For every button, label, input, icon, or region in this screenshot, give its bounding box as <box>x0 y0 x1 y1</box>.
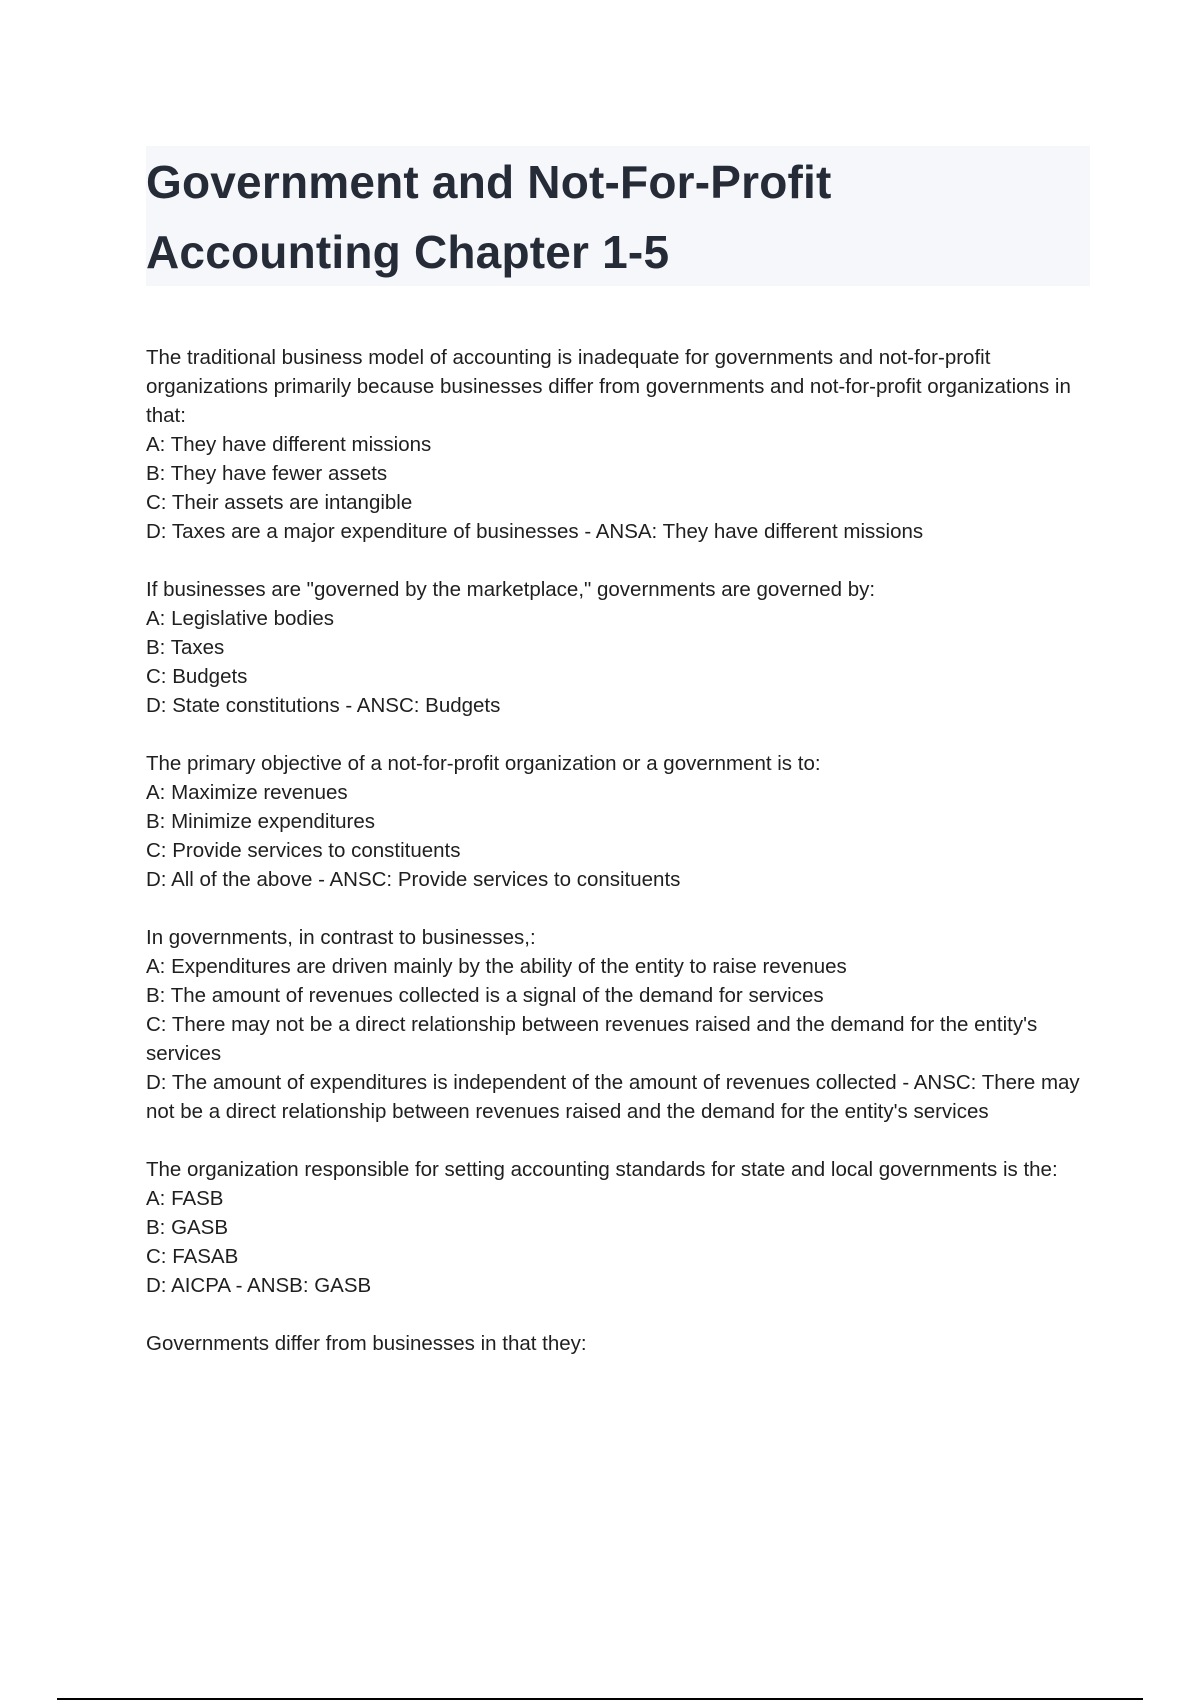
answer-option: B: Taxes <box>146 636 225 659</box>
answer-option: D: AICPA - ANSB: GASB <box>146 1274 372 1297</box>
answer-option: A: Expenditures are driven mainly by the ability of the entity to raise revenues <box>146 955 847 978</box>
answer-option: A: FASB <box>146 1187 224 1210</box>
question-list <box>146 343 1090 1358</box>
answer-option: B: GASB <box>146 1216 229 1239</box>
title-banner <box>146 146 1090 286</box>
answer-option: D: All of the above - ANSC: Provide services to consituents <box>146 868 681 891</box>
answer-option: D: State constitutions - ANSC: Budgets <box>146 694 501 717</box>
document-page <box>146 146 1090 1387</box>
answer-option: D: Taxes are a major expenditure of businesses - ANSA: They have different missions <box>146 520 924 543</box>
page-title: Government and Not-For-Profit Accounting Chapter 1-5 <box>146 156 832 278</box>
question-text: The primary objective of a not-for-profit organization or a government is to: <box>146 752 821 775</box>
answer-option: C: Their assets are intangible <box>146 491 413 514</box>
answer-option: A: They have different missions <box>146 433 432 456</box>
answer-option: D: The amount of expenditures is independent of the amount of revenues collected - ANSC: There may not be a direct relationship between revenues raised and the demand for the entity's services <box>146 1071 1080 1123</box>
answer-option: A: Legislative bodies <box>146 607 335 630</box>
question-text: Governments differ from businesses in that they: <box>146 1332 587 1355</box>
question-text: The organization responsible for setting accounting standards for state and local governments is the: <box>146 1158 1058 1181</box>
answer-option: C: FASAB <box>146 1245 239 1268</box>
answer-option: C: There may not be a direct relationship between revenues raised and the demand for the entity's services <box>146 1013 1038 1065</box>
question-text: In governments, in contrast to businesses,: <box>146 926 536 949</box>
question-block <box>146 923 1090 1126</box>
question-block <box>146 1329 1090 1358</box>
question-block <box>146 1155 1090 1300</box>
answer-option: B: The amount of revenues collected is a signal of the demand for services <box>146 984 824 1007</box>
question-text: The traditional business model of accounting is inadequate for governments and not-for-profit organizations primarily because businesses differ from governments and not-for-profit organizations in that: <box>146 346 1071 427</box>
question-block <box>146 749 1090 894</box>
answer-option: C: Provide services to constituents <box>146 839 461 862</box>
answer-option: A: Maximize revenues <box>146 781 348 804</box>
question-block <box>146 343 1090 546</box>
question-text: If businesses are "governed by the marketplace," governments are governed by: <box>146 578 876 601</box>
answer-option: C: Budgets <box>146 665 248 688</box>
answer-option: B: Minimize expenditures <box>146 810 376 833</box>
answer-option: B: They have fewer assets <box>146 462 388 485</box>
question-block <box>146 575 1090 720</box>
